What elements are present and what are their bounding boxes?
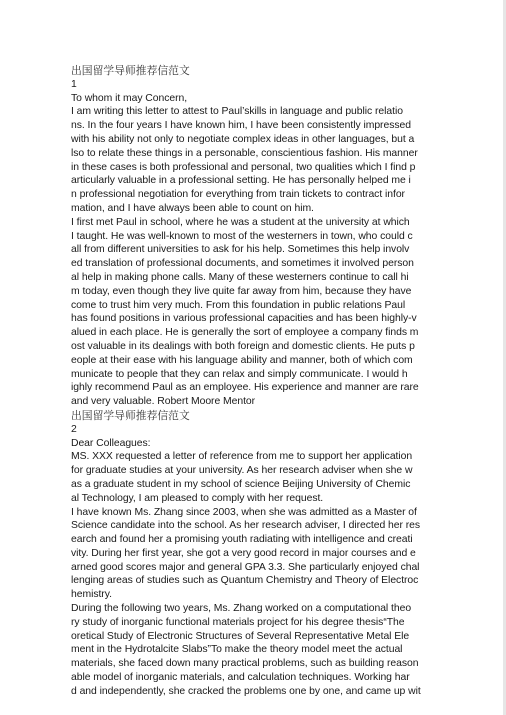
text-line: ry study of inorganic functional materials project for his degree thesis“The bbox=[71, 616, 405, 628]
text-line: come to trust him very much. From this foundation in public relations Paul bbox=[71, 299, 406, 311]
text-line: with his ability not only to negotiate complex ideas in other languages, but a bbox=[71, 133, 415, 145]
text-line: lso to relate these things in a personable, conscientious fashion. His manner bbox=[71, 147, 418, 159]
text-line: vity. During her first year, she got a very good record in major courses and e bbox=[71, 547, 416, 559]
text-line: al help in making phone calls. Many of these westerners continue to call hi bbox=[71, 271, 409, 283]
text-line: To whom it may Concern, bbox=[71, 92, 188, 104]
text-line: al Technology, I am pleased to comply with her request. bbox=[71, 492, 324, 504]
text-line: able model of inorganic materials, and calculation techniques. Working har bbox=[71, 672, 410, 684]
text-line: n professional negotiation for everything from train tickets to contract infor bbox=[71, 189, 405, 201]
text-line: I have known Ms. Zhang since 2003, when she was admitted as a Master of bbox=[71, 506, 417, 518]
text-line: ment in the Hydrotalcite Slabs”To make the theory model meet the actual bbox=[71, 644, 403, 656]
text-line: arned good scores major and general GPA 3.3. She particularly enjoyed chal bbox=[71, 561, 420, 573]
text-line: all from different universities to ask for his help. Sometimes this help involv bbox=[71, 244, 410, 256]
text-line: oretical Study of Electronic Structures of Several Representative Metal Ele bbox=[71, 630, 410, 642]
text-line: materials, she faced down many practical problems, such as building reason bbox=[71, 658, 419, 670]
section-number: 2 bbox=[71, 423, 77, 435]
section-number: 1 bbox=[71, 78, 77, 90]
text-line: ost valuable in its dealings with both foreign and domestic clients. He puts p bbox=[71, 340, 415, 352]
text-line: has found positions in various professional capacities and has been highly-v bbox=[71, 313, 417, 325]
text-line: ed translation of professional documents, and sometimes it involved person bbox=[71, 258, 414, 270]
text-line: articularly valuable in a professional setting. He has personally helped me i bbox=[71, 175, 411, 187]
text-line: mation, and I have always been able to count on him. bbox=[71, 202, 314, 214]
text-line: hemistry. bbox=[71, 589, 112, 601]
text-line: During the following two years, Ms. Zhang worked on a computational theo bbox=[71, 603, 412, 615]
text-line: d and independently, she cracked the problems one by one, and came up wit bbox=[71, 685, 421, 697]
text-line: ns. In the four years I have known him, I have been consistently impressed bbox=[71, 120, 411, 132]
text-line: municate to people that they can relax and simply communicate. I would h bbox=[71, 368, 408, 380]
text-line: ighly recommend Paul as an employee. His experience and manner are rare bbox=[71, 382, 419, 394]
text-line: earch and found her a promising youth radiating with intelligence and creati bbox=[71, 534, 413, 546]
text-line: m today, even though they live quite far away from him, because they have bbox=[71, 285, 412, 297]
text-line: I first met Paul in school, where he was a student at the university at which bbox=[71, 216, 410, 228]
section-title: 出国留学导师推荐信范文 bbox=[71, 64, 190, 77]
text-line: Science candidate into the school. As her research adviser, I directed her res bbox=[71, 520, 421, 532]
text-line: as a graduate student in my school of science Beijing University of Chemic bbox=[71, 478, 411, 490]
text-line: MS. XXX requested a letter of reference from me to support her application bbox=[71, 451, 413, 463]
text-line: alued in each place. He is generally the sort of employee a company finds m bbox=[71, 327, 419, 339]
text-line: and very valuable. Robert Moore Mentor bbox=[71, 396, 256, 408]
text-line: lenging areas of studies such as Quantum Chemistry and Theory of Electroc bbox=[71, 575, 419, 587]
text-line: I am writing this letter to attest to Paul’skills in language and public relatio bbox=[71, 106, 403, 118]
text-line: for graduate studies at your university. As her research adviser when she w bbox=[71, 465, 413, 477]
section-title: 出国留学导师推荐信范文 bbox=[71, 408, 190, 422]
text-line: eople at their ease with his language ability and manner, both of which com bbox=[71, 354, 413, 366]
text-line: I taught. He was well-known to most of the westerners in town, who could c bbox=[71, 230, 413, 242]
text-line: Dear Colleagues: bbox=[71, 437, 151, 449]
text-line: in these cases is both professional and personal, two qualities which I find p bbox=[71, 161, 416, 173]
